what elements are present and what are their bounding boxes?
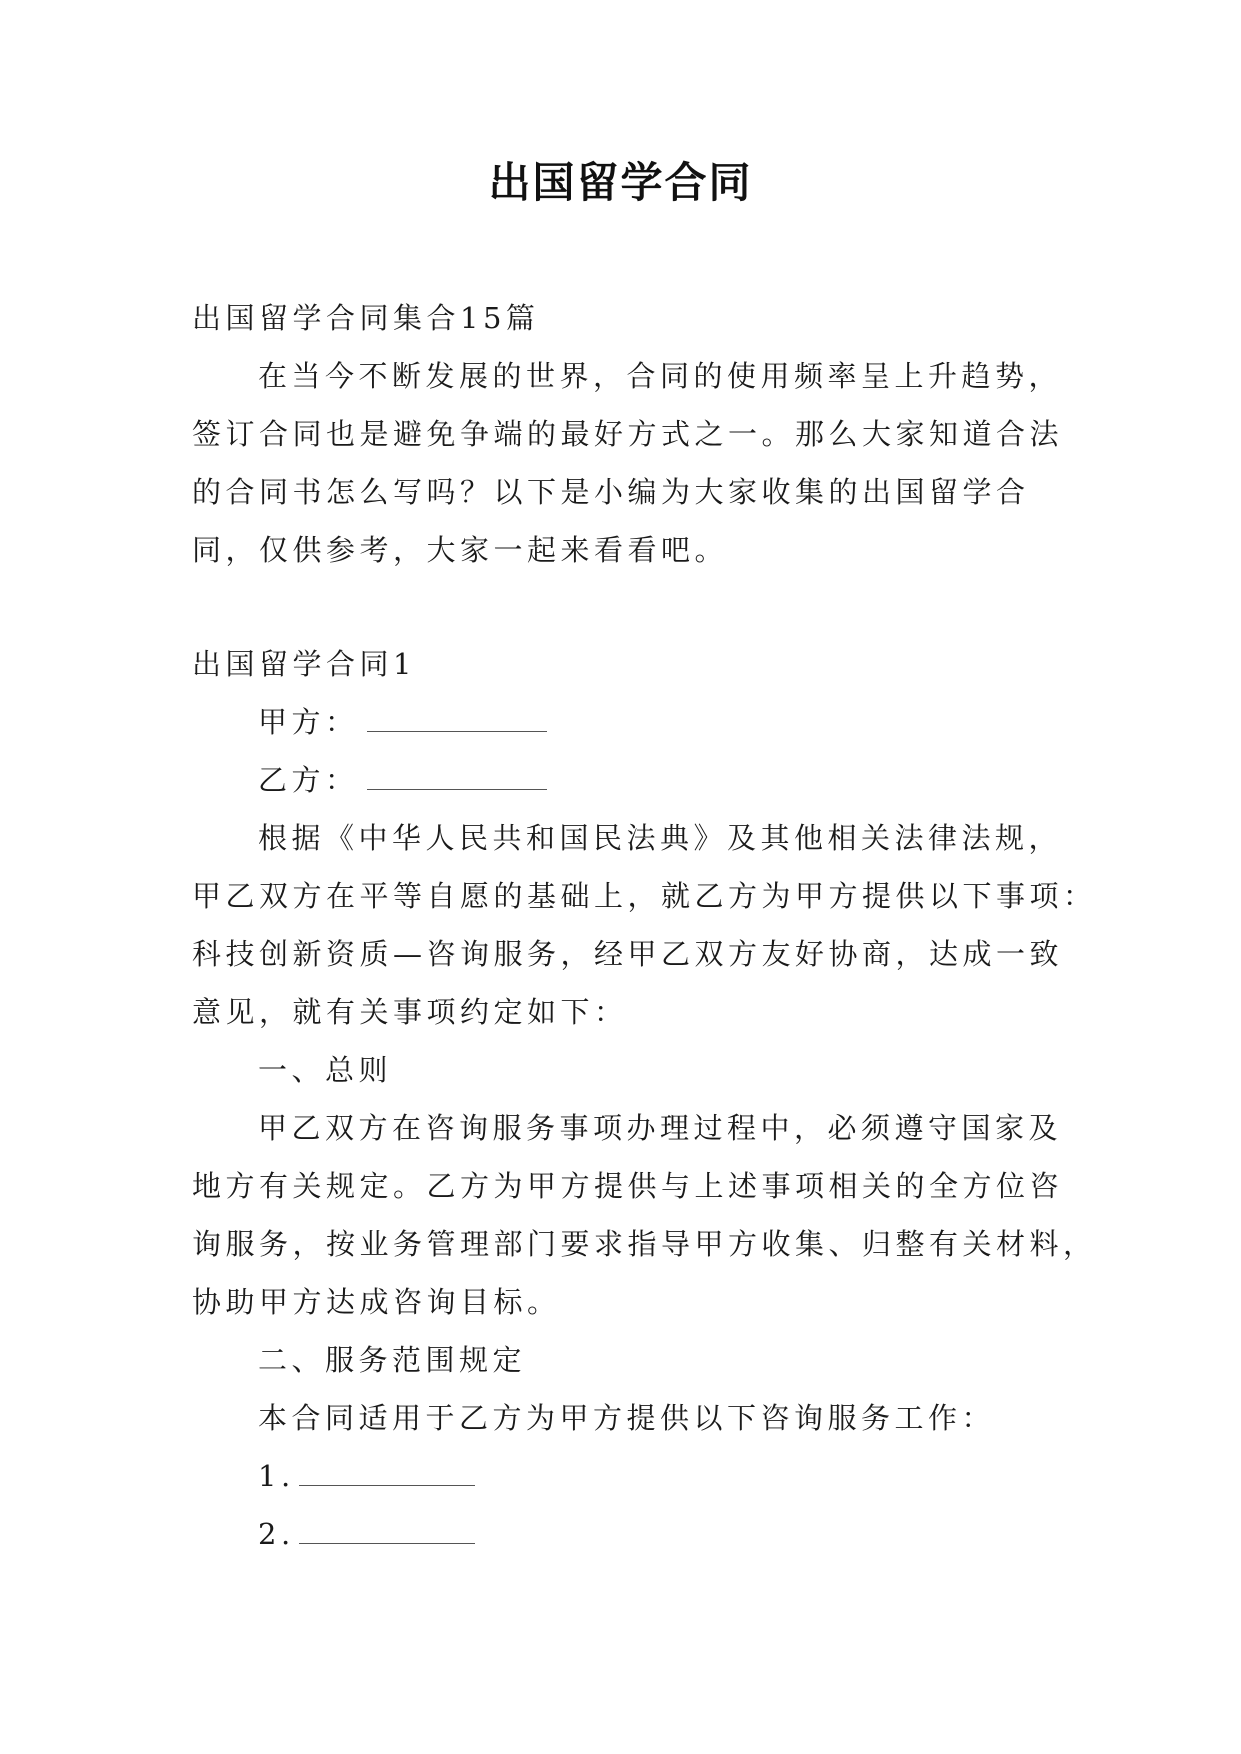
item-2-blank bbox=[299, 1517, 475, 1544]
section-heading: 出国留学合同1 bbox=[192, 647, 416, 681]
clause-line: 科技创新资质—咨询服务，经甲乙双方友好协商，达成一致 bbox=[192, 937, 1064, 971]
intro-line: 在当今不断发展的世界，合同的使用频率呈上升趋势， bbox=[258, 359, 1063, 393]
party-b-blank bbox=[367, 763, 547, 790]
intro-line: 出国留学合同集合15篇 bbox=[192, 301, 540, 335]
clause-line: 协助甲方达成咨询目标。 bbox=[192, 1285, 561, 1319]
party-a-label: 甲方： bbox=[258, 705, 359, 739]
party-b-row bbox=[192, 751, 1062, 809]
intro-line: 签订合同也是避免争端的最好方式之一。那么大家知道合法 bbox=[192, 417, 1064, 451]
clause-line: 本合同适用于乙方为甲方提供以下咨询服务工作： bbox=[258, 1401, 996, 1435]
document-title: 出国留学合同 bbox=[488, 158, 753, 207]
document-body bbox=[192, 289, 1097, 1563]
clause-line: 甲乙双方在平等自愿的基础上，就乙方为甲方提供以下事项： bbox=[192, 879, 1097, 913]
party-b-label: 乙方： bbox=[258, 763, 359, 797]
clause-line: 意见，就有关事项约定如下： bbox=[192, 995, 628, 1029]
item-2-label: 2. bbox=[258, 1517, 295, 1551]
service-item-2 bbox=[192, 1505, 1062, 1563]
clause-heading-general: 一、总则 bbox=[258, 1053, 393, 1087]
item-1-label: 1. bbox=[258, 1459, 295, 1493]
party-a-row bbox=[192, 693, 1062, 751]
clause-heading-scope: 二、服务范围规定 bbox=[258, 1343, 527, 1377]
clause-line: 地方有关规定。乙方为甲方提供与上述事项相关的全方位咨 bbox=[192, 1169, 1064, 1203]
clause-line: 根据《中华人民共和国民法典》及其他相关法律法规， bbox=[258, 821, 1063, 855]
intro-line: 同，仅供参考，大家一起来看看吧。 bbox=[192, 533, 729, 567]
item-1-blank bbox=[299, 1459, 475, 1486]
clause-line: 询服务，按业务管理部门要求指导甲方收集、归整有关材料， bbox=[192, 1227, 1097, 1261]
party-a-blank bbox=[367, 705, 547, 732]
intro-line: 的合同书怎么写吗？以下是小编为大家收集的出国留学合 bbox=[192, 475, 1030, 509]
clause-line: 甲乙双方在咨询服务事项办理过程中，必须遵守国家及 bbox=[258, 1111, 1063, 1145]
service-item-1 bbox=[192, 1447, 1062, 1505]
section-gap bbox=[192, 579, 1062, 635]
